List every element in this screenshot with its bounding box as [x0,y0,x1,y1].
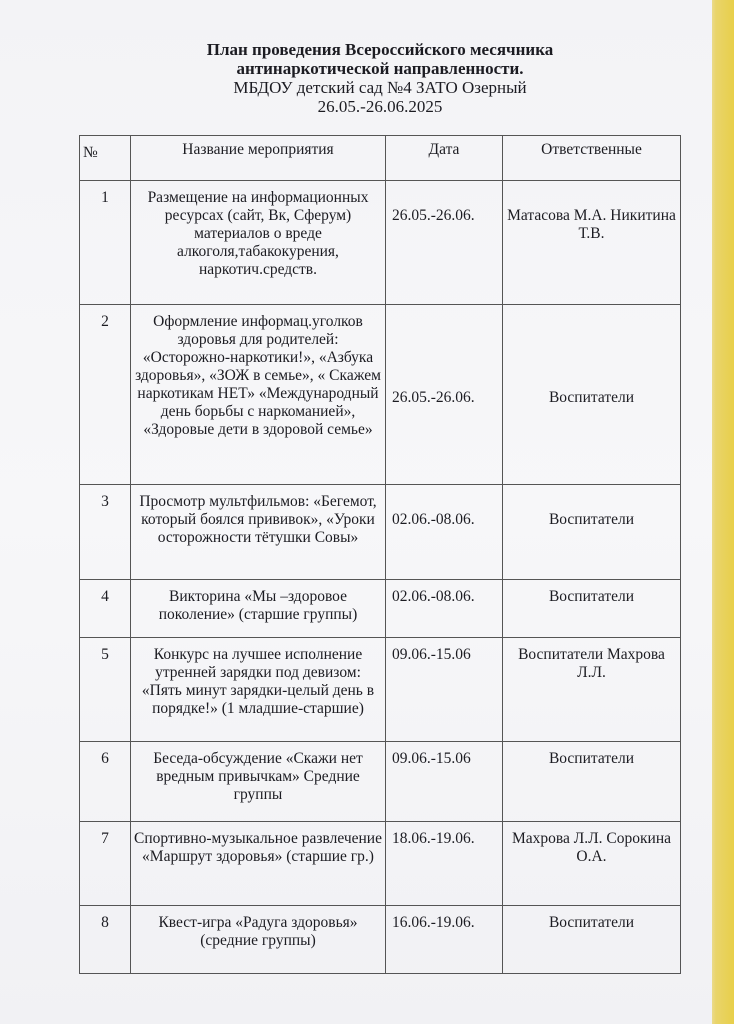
col-responsible-header: Ответственные [503,136,681,181]
event-date: 26.05.-26.06. [386,305,503,485]
col-date-header: Дата [386,136,503,181]
event-date: 16.06.-19.06. [386,906,503,974]
event-name: Конкурс на лучшее исполнение утренней зарядки под девизом: «Пять минут зарядки-целый день в порядке!» (1 младшие-старшие) [131,638,386,742]
table-header-row [80,136,681,181]
row-number: 3 [80,485,131,580]
events-table [79,135,681,974]
row-number: 7 [80,822,131,906]
title-line-2: антинаркотической направленности. [236,59,524,78]
document-header [60,40,700,116]
event-date: 09.06.-15.06 [386,742,503,822]
event-date: 02.06.-08.06. [386,485,503,580]
row-number: 2 [80,305,131,485]
event-date: 02.06.-08.06. [386,580,503,638]
event-responsible: Воспитатели [503,580,681,638]
event-responsible: Воспитатели [503,485,681,580]
event-name: Викторина «Мы –здоровое поколение» (старшие группы) [131,580,386,638]
period: 26.05.-26.06.2025 [317,97,443,116]
event-responsible: Матасова М.А. Никитина Т.В. [503,181,681,305]
table-row [80,742,681,822]
event-responsible: Воспитатели [503,742,681,822]
event-responsible: Махрова Л.Л. Сорокина О.А. [503,822,681,906]
table-row [80,906,681,974]
event-date: 18.06.-19.06. [386,822,503,906]
event-name: Оформление информац.уголков здоровья для родителей: «Осторожно-наркотики!», «Азбука здоровья», «ЗОЖ в семье», « Скажем наркотикам НЕТ» «Международный день борьбы с наркоманией», «Здоровые дети в здоровой семье» [131,305,386,485]
event-name: Спортивно-музыкальное развлечение «Маршрут здоровья» (старшие гр.) [131,822,386,906]
kindergarten-name: МБДОУ детский сад №4 ЗАТО Озерный [233,78,527,97]
event-responsible: Воспитатели [503,906,681,974]
table-row [80,181,681,305]
table-row [80,580,681,638]
row-number: 5 [80,638,131,742]
col-number-header: № [80,136,131,181]
table-row [80,638,681,742]
col-name-header: Название мероприятия [131,136,386,181]
row-number: 4 [80,580,131,638]
table-row [80,485,681,580]
event-date: 26.05.-26.06. [386,181,503,305]
row-number: 8 [80,906,131,974]
title-line-1: План проведения Всероссийского месячника [206,40,554,59]
table-row [80,305,681,485]
row-number: 1 [80,181,131,305]
table-row [80,822,681,906]
event-date: 09.06.-15.06 [386,638,503,742]
event-name: Размещение на информационных ресурсах (сайт, Вк, Сферум) материалов о вреде алкоголя,табакокурения, наркотич.средств. [131,181,386,305]
event-responsible: Воспитатели [503,305,681,485]
event-name: Квест-игра «Радуга здоровья» (средние группы) [131,906,386,974]
event-name: Беседа-обсуждение «Скажи нет вредным привычкам» Средние группы [131,742,386,822]
row-number: 6 [80,742,131,822]
event-responsible: Воспитатели Махрова Л.Л. [503,638,681,742]
event-name: Просмотр мультфильмов: «Бегемот, который боялся прививок», «Уроки осторожности тётушки Совы» [131,485,386,580]
